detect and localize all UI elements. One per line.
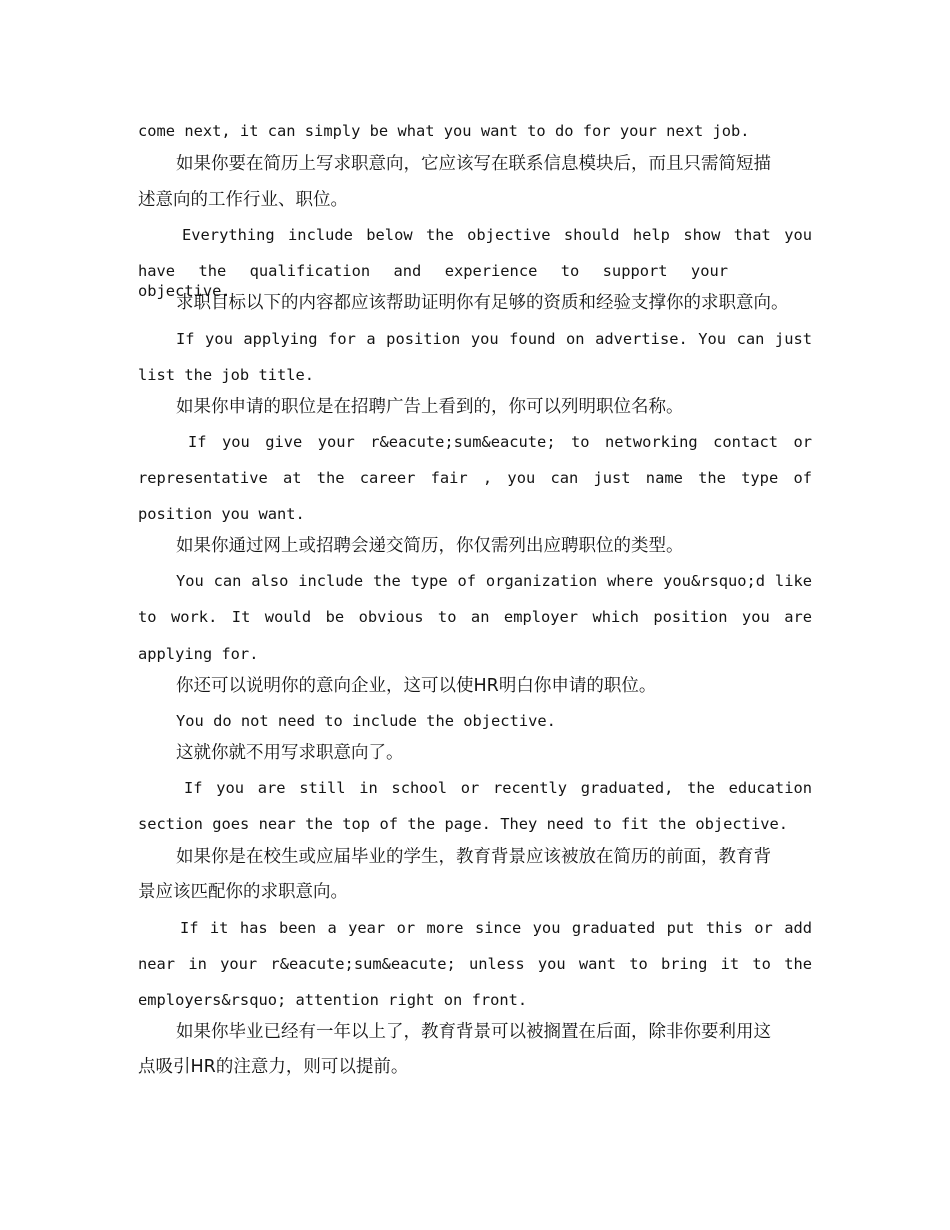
- text-line: 如果你要在简历上写求职意向，它应该写在联系信息模块后，而且只需简短描: [176, 154, 771, 174]
- text-line: You do not need to include the objective.: [176, 712, 556, 730]
- text-line: 求职目标以下的内容都应该帮助证明你有足够的资质和经验支撑你的求职意向。: [176, 293, 789, 313]
- text-line: employers&rsquo; attention right on front.: [138, 991, 528, 1009]
- text-line: position you want.: [138, 505, 305, 523]
- text-line: 如果你毕业已经有一年以上了，教育背景可以被搁置在后面，除非你要利用这: [176, 1022, 771, 1042]
- text-line: come next, it can simply be what you want to do for your next job.: [138, 122, 750, 140]
- text-line: You can also include the type of organization where you&rsquo;d like: [176, 572, 812, 590]
- text-line: 如果你申请的职位是在招聘广告上看到的，你可以列明职位名称。: [176, 397, 684, 417]
- text-line: If you give your r&eacute;sum&eacute; to networking contact or: [188, 433, 812, 451]
- text-line: If you are still in school or recently graduated, the education: [184, 779, 812, 797]
- text-line: to work. It would be obvious to an employer which position you are: [138, 608, 812, 626]
- text-line: 如果你通过网上或招聘会递交简历，你仅需列出应聘职位的类型。: [176, 536, 684, 556]
- text-line: applying for.: [138, 645, 259, 663]
- text-line: If you applying for a position you found on advertise. You can just: [176, 330, 812, 348]
- text-line: near in your r&eacute;sum&eacute; unless you want to bring it to the: [138, 955, 812, 973]
- text-line: list the job title.: [138, 366, 315, 384]
- text-line: 点吸引HR的注意力，则可以提前。: [138, 1057, 409, 1077]
- text-line: Everything include below the objective should help show that you: [182, 226, 812, 244]
- text-line: 你还可以说明你的意向企业，这可以使HR明白你申请的职位。: [176, 676, 657, 696]
- text-line: 景应该匹配你的求职意向。: [138, 882, 348, 902]
- text-line: 这就你就不用写求职意向了。: [176, 743, 404, 763]
- text-line: section goes near the top of the page. They need to fit the objective.: [138, 815, 788, 833]
- text-line: 如果你是在校生或应届毕业的学生，教育背景应该被放在简历的前面，教育背: [176, 847, 771, 867]
- text-line: If it has been a year or more since you graduated put this or add: [180, 919, 812, 937]
- text-line: have the qualification and experience to support your objective.: [138, 262, 728, 300]
- text-line: 述意向的工作行业、职位。: [138, 190, 348, 210]
- text-line: representative at the career fair , you can just name the type of: [138, 469, 812, 487]
